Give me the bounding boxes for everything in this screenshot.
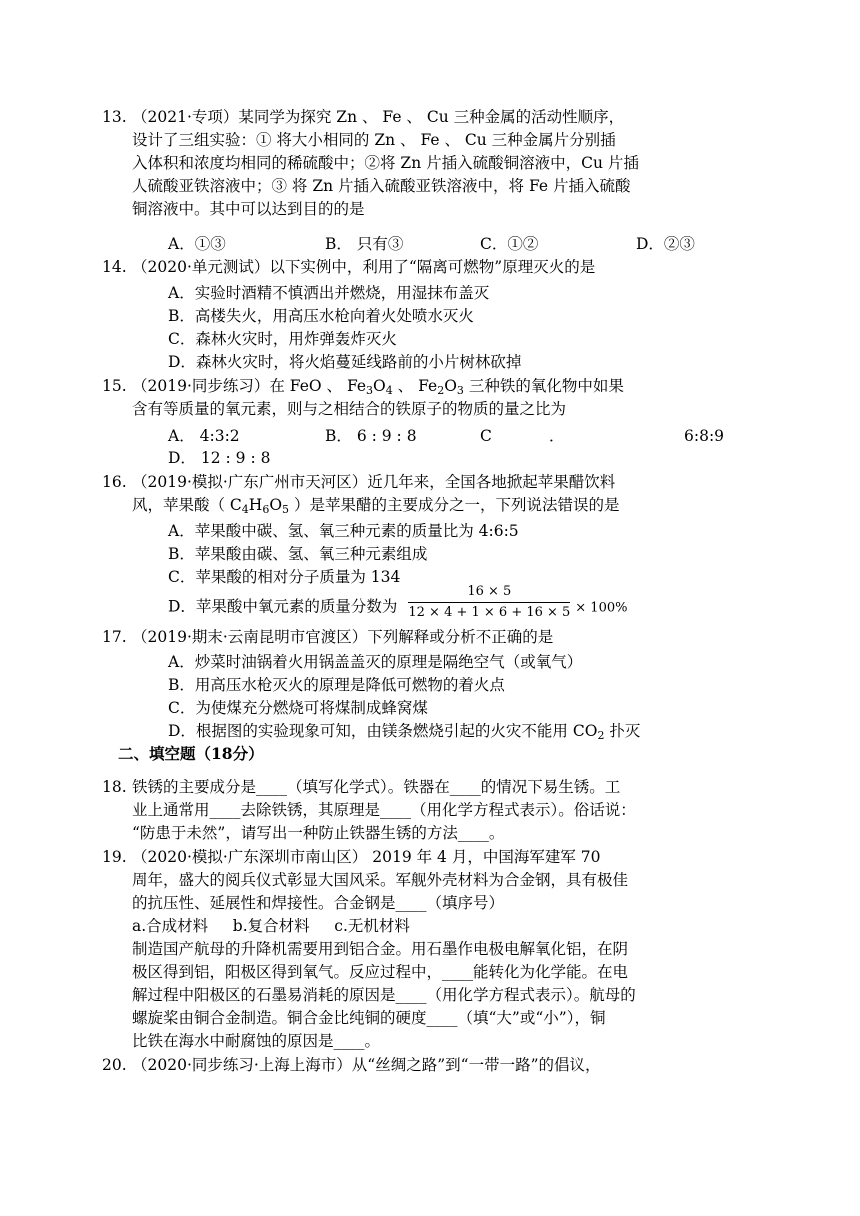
option-c[interactable]: C．为使煤充分燃烧可将煤制成蜂窝煤 — [168, 699, 428, 717]
question-number: 20. — [102, 1056, 127, 1074]
text-run: （2019·同步练习）在 FeO 、 Fe — [132, 377, 367, 395]
choice-options: a.合成材料 b.复合材料 c.无机材料 — [132, 917, 410, 935]
fraction — [408, 584, 570, 621]
option-d[interactable]: D． 12 : 9 : 8 — [168, 449, 271, 467]
question-text: 解过程中阳极区的石墨易消耗的原因是____（用化学方程式表示）。航母的 — [132, 986, 636, 1004]
question-text: （2020·同步练习·上海上海市）从“丝绸之路”到“一带一路”的倡议， — [132, 1056, 601, 1074]
text-run: 风，苹果酸（ C — [132, 496, 242, 514]
question-number: 15. — [102, 377, 127, 395]
fraction-denominator: 12 × 4 + 1 × 6 + 16 × 5 — [408, 605, 571, 620]
question-13 — [102, 106, 732, 221]
option-d-text: D．苹果酸中氧元素的质量分数为 — [168, 597, 398, 616]
option-c[interactable]: C．①② — [480, 235, 539, 253]
question-17 — [102, 626, 732, 649]
question-text: （2021·专项）某同学为探究 Zn 、 Fe 、 Cu 三种金属的活动性顺序， — [132, 108, 625, 126]
option-a[interactable]: A． 4:3:2 — [168, 427, 240, 445]
question-number: 18. — [102, 778, 127, 796]
option-b[interactable]: B． 6 : 9 : 8 — [325, 427, 417, 445]
question-16 — [102, 471, 732, 517]
subscript: 5 — [282, 503, 290, 516]
option-a[interactable]: A．炒菜时油锅着火用锅盖盖灭的原理是隔绝空气（或氧气） — [168, 653, 583, 671]
question-text: 比铁在海水中耐腐蚀的原因是____。 — [132, 1032, 381, 1050]
subscript: 3 — [456, 384, 464, 397]
question-text: 螺旋桨由铜合金制造。铜合金比纯铜的硬度____（填“大”或“小”），铜 — [132, 1009, 606, 1027]
subscript: 3 — [366, 384, 374, 397]
option-c-dot: ． — [549, 427, 565, 445]
question-text: 入体积和浓度均相同的稀硫酸中；②将 Zn 片插入硫酸铜溶液中，Cu 片插 — [132, 154, 639, 172]
text-run: ）是苹果醋的主要成分之一，下列说法错误的是 — [289, 496, 620, 514]
text-run: 扑灭 — [604, 722, 641, 740]
option-a[interactable]: A．实验时酒精不慎洒出并燃烧，用湿抹布盖灭 — [168, 284, 490, 302]
question-text — [132, 494, 732, 517]
question-text — [132, 375, 732, 398]
question-text: 人硫酸亚铁溶液中；③ 将 Zn 片插入硫酸亚铁溶液中，将 Fe 片插入硫酸 — [132, 177, 631, 195]
question-text: 铜溶液中。其中可以达到目的的是 — [132, 200, 365, 218]
subscript: 2 — [437, 384, 445, 397]
question-15 — [102, 375, 732, 421]
option-b[interactable]: B．苹果酸由碳、氢、氧三种元素组成 — [168, 545, 428, 563]
text-run: D．根据图的实验现象可知，由镁条燃烧引起的火灾不能用 CO — [168, 722, 598, 740]
question-text: 周年，盛大的阅兵仪式彰显大国风采。军舰外壳材料为合金钢，具有极佳 — [132, 871, 629, 889]
subscript: 2 — [597, 729, 605, 742]
question-text: （2020·单元测试）以下实例中，利用了“隔离可燃物”原理灭火的是 — [132, 258, 596, 276]
option-d[interactable]: D．森林火灾时，将火焰蔓延线路前的小片树林砍掉 — [168, 353, 522, 371]
question-text: 设计了三组实验：① 将大小相同的 Zn 、 Fe 、 Cu 三种金属片分别插 — [132, 131, 616, 149]
question-number: 16. — [102, 473, 127, 491]
text-run: O — [373, 377, 386, 395]
question-20 — [102, 1054, 732, 1077]
question-text: （2019·模拟·广东广州市天河区）近几年来，全国各地掀起苹果醋饮料 — [132, 473, 616, 491]
question-18 — [102, 776, 732, 845]
text-run: H — [248, 496, 263, 514]
option-c-value[interactable]: 6:8:9 — [684, 427, 725, 445]
option-a[interactable]: A．苹果酸中碳、氢、氧三种元素的质量比为 4:6:5 — [168, 522, 519, 540]
question-19 — [102, 846, 732, 1053]
question-14 — [102, 256, 732, 279]
question-number: 13. — [102, 108, 127, 126]
section-heading: 二、填空题（18分） — [118, 744, 264, 763]
question-number: 14. — [102, 258, 127, 276]
option-b[interactable]: B．高楼失火，用高压水枪向着火处喷水灭火 — [168, 307, 474, 325]
option-b[interactable]: B． 只有③ — [325, 235, 404, 253]
option-c[interactable]: C — [480, 427, 492, 445]
option-c[interactable]: C．苹果酸的相对分子质量为 134 — [168, 568, 401, 586]
subscript: 6 — [262, 503, 270, 516]
fraction-numerator: 16 × 5 — [408, 584, 570, 603]
option-b[interactable]: B．用高压水枪灭火的原理是降低可燃物的着火点 — [168, 676, 505, 694]
option-d[interactable]: D．②③ — [636, 235, 695, 253]
question-text: 业上通常用____去除铁锈，其原理是____（用化学方程式表示）。俗话说： — [132, 801, 636, 819]
question-text: （2019·期末·云南昆明市官渡区）下列解释或分析不正确的是 — [132, 628, 554, 646]
question-text: “防患于未然”，请写出一种防止铁器生锈的方法____。 — [132, 824, 505, 842]
question-text: 的抗压性、延展性和焊接性。合金钢是____（填序号） — [132, 894, 505, 912]
text-run: O — [269, 496, 283, 514]
subscript: 4 — [241, 503, 249, 516]
question-text: （2020·模拟·广东深圳市南山区） 2019 年 4 月，中国海军建军 70 — [132, 848, 601, 866]
text-run: 三种铁的氧化物中如果 — [463, 377, 624, 395]
option-c[interactable]: C．森林火灾时，用炸弹轰炸灭火 — [168, 330, 397, 348]
question-number: 17. — [102, 628, 127, 646]
subscript: 4 — [385, 384, 393, 397]
question-number: 19. — [102, 848, 127, 866]
question-text: 铁锈的主要成分是____（填写化学式）。铁器在____的情况下易生锈。工 — [132, 778, 621, 796]
question-text: 极区得到铝，阳极区得到氧气。反应过程中，____能转化为化学能。在电 — [132, 963, 629, 981]
option-d[interactable] — [168, 720, 640, 743]
text-run: 、 Fe — [392, 377, 438, 395]
option-a[interactable]: A．①③ — [168, 235, 226, 253]
text-run: O — [444, 377, 457, 395]
fraction-multiplier: × 100% — [575, 600, 628, 616]
question-text: 制造国产航母的升降机需要用到铝合金。用石墨作电极电解氧化铝，在阴 — [132, 940, 629, 958]
question-text: 含有等质量的氧元素，则与之相结合的铁原子的物质的量之比为 — [132, 400, 567, 418]
